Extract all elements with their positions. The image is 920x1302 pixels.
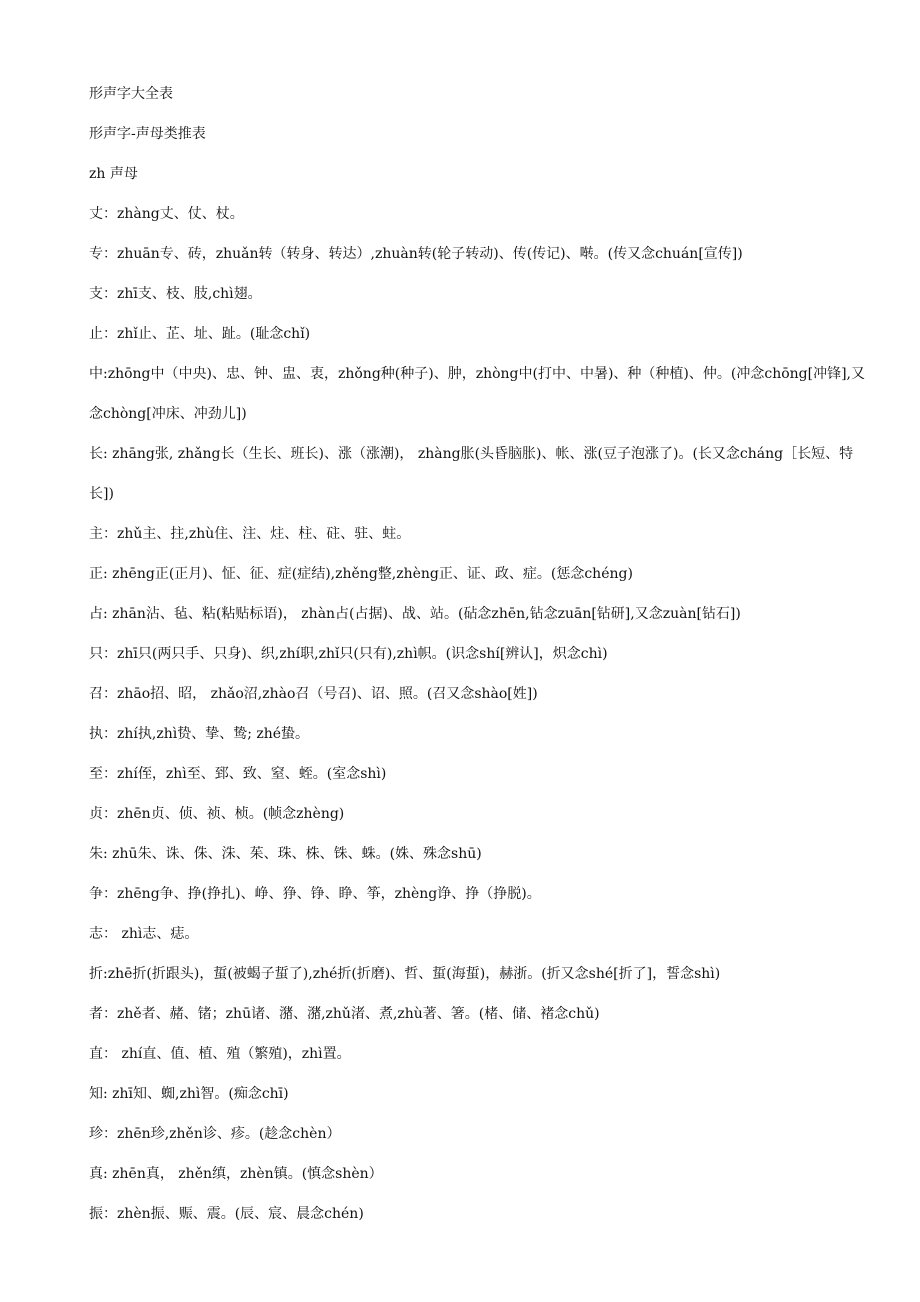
document-subtitle: 形声字-声母类推表: [89, 126, 206, 142]
entry-line: 贞：zhēn贞、侦、祯、桢。(帧念zhèng): [89, 806, 345, 822]
section-heading: zh 声母: [89, 166, 138, 182]
entry-line: 者：zhě者、赭、锗；zhū诸、潴、潴,zhǔ渚、煮,zhù著、箸。(楮、储、褚念chǔ): [89, 1006, 600, 1022]
entry-line: 长: zhāng张, zhǎng长（生长、班长)、涨（涨潮)， zhàng胀(头昏脑胀)、帐、涨(豆子泡涨了)。(长又念cháng［长短、特长]): [89, 446, 854, 502]
entry-line: 主：zhǔ主、拄,zhù住、注、炷、柱、砫、驻、蛀。: [89, 526, 411, 542]
entry-line: 正: zhēng正(正月)、怔、征、症(症结),zhěng整,zhèng正、证、政、症。(惩念chéng): [89, 566, 633, 582]
document-body: [89, 74, 869, 1234]
entry-line: 执：zhí执,zhì贽、挚、鸷; zhé蛰。: [89, 726, 310, 742]
entry-line: 志： zhì志、痣。: [89, 926, 199, 942]
entry-line: 只：zhī只(两只手、只身)、织,zhí职,zhǐ只(只有),zhì帜。(识念shí[辨认]，炽念chì): [89, 646, 608, 662]
entry-line: 丈：zhàng丈、仗、杖。: [89, 206, 244, 222]
entry-line: 至：zhí侄，zhì至、郅、致、窒、蛭。(室念shì): [89, 766, 387, 782]
entry-line: 直： zhí直、值、植、殖（繁殖)，zhì置。: [89, 1046, 351, 1062]
entry-line: 召：zhāo招、昭， zhǎo沼,zhào召（号召)、诏、照。(召又念shào[姓]): [89, 686, 538, 702]
document-title: 形声字大全表: [89, 86, 173, 102]
entry-line: 知: zhī知、蜘,zhì智。(痴念chī): [89, 1086, 289, 1102]
entry-line: 专：zhuān专、砖，zhuǎn转（转身、转达）,zhuàn转(轮子转动)、传(传记)、啭。(传又念chuán[宣传]): [89, 246, 743, 262]
entry-line: 中:zhōng中（中央)、忠、钟、盅、衷，zhǒng种(种子)、肿，zhòng中(打中、中暑)、种（种植)、仲。(冲念chōng[冲锋],又念chòng[冲床、冲劲儿]): [89, 366, 865, 422]
entry-line: 真: zhēn真， zhěn缜，zhèn镇。(慎念shèn）: [89, 1166, 383, 1182]
entry-line: 止：zhǐ止、芷、址、趾。(耻念chǐ): [89, 326, 311, 342]
entry-line: 折:zhē折(折跟头)，蜇(被蝎子蜇了),zhé折(折磨)、哲、蜇(海蜇)，赫浙。(折又念shé[折了]，誓念shì): [89, 966, 721, 982]
entry-line: 珍：zhēn珍,zhěn诊、疹。(趁念chèn）: [89, 1126, 341, 1142]
entry-line: 振：zhèn振、赈、震。(辰、宸、晨念chén): [89, 1206, 364, 1222]
entry-line: 占: zhān沾、毡、粘(粘贴标语)， zhàn占(占据)、战、站。(砧念zhēn,钻念zuān[钻研],又念zuàn[钻石]): [89, 606, 741, 622]
entry-line: 支：zhī支、枝、肢,chì翅。: [89, 286, 262, 302]
entry-line: 朱: zhū朱、诛、侏、洙、茱、珠、株、铢、蛛。(姝、殊念shū): [89, 846, 482, 862]
entry-line: 争：zhēng争、挣(挣扎)、峥、狰、铮、睁、筝，zhèng诤、挣（挣脱)。: [89, 886, 541, 902]
